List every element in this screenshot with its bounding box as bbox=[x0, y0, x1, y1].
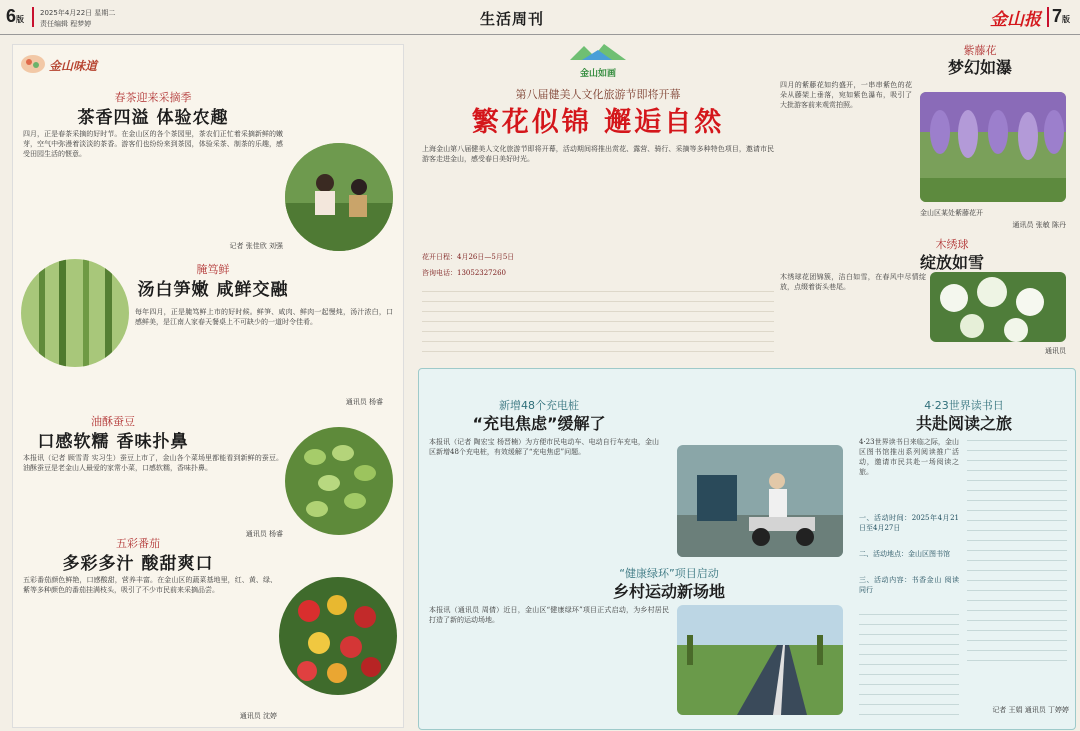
tomatoes-photo bbox=[279, 577, 397, 695]
article1-body: 四月，正是春茶采摘的好时节。在金山区的各个茶园里，茶农们正忙着采摘新鲜的嫩芽，空气中弥漫着淡淡的茶香。游客们也纷纷来到茶园，体验采茶、制茶的乐趣，感受田园生活的惬意。 bbox=[23, 130, 283, 158]
hydrangea-byline: 通讯员 bbox=[1045, 347, 1066, 355]
wisteria-title: 梦幻如瀑 bbox=[947, 58, 1012, 77]
reading-section3: 三、活动内容：书香金山 阅读同行 bbox=[859, 576, 959, 594]
left-page-number: 6版 bbox=[6, 6, 25, 26]
hydrangea-photo bbox=[930, 272, 1066, 342]
feature-phone: 咨询电话：13052327260 bbox=[422, 269, 506, 277]
greenway-photo bbox=[677, 605, 843, 715]
article2-title: 汤白笋嫩 咸鲜交融 bbox=[137, 280, 289, 300]
article4-title: 多彩多汁 酸甜爽口 bbox=[62, 554, 214, 574]
feature-schedule: 花开日程：4月26日—5月5日 bbox=[422, 253, 515, 261]
article3-byline: 通讯员 杨睿 bbox=[245, 530, 283, 538]
reading-continued bbox=[859, 611, 959, 715]
feature-kicker: 第八届健美人文化旅游节即将开幕 bbox=[515, 88, 681, 101]
feature-title: 繁花似锦 邂逅自然 bbox=[471, 107, 725, 138]
paper-logo: 金山报 bbox=[990, 10, 1041, 30]
reading-title: 共赴阅读之旅 bbox=[915, 414, 1012, 433]
reading-section2: 二、活动地点：金山区图书馆 bbox=[859, 550, 950, 558]
left-column bbox=[12, 44, 404, 728]
broad-beans-photo bbox=[285, 427, 393, 535]
article4-kicker: 五彩番茄 bbox=[116, 537, 160, 550]
feature-body-continued bbox=[422, 288, 774, 358]
reading-column2 bbox=[967, 437, 1067, 667]
reading-section1: 一、活动时间：2025年4月21日至4月27日 bbox=[859, 514, 959, 532]
masthead bbox=[0, 0, 1080, 36]
article3-body: 本报讯（记者 顾雪青 实习生）蚕豆上市了，金山各个菜场里都能看到新鲜的蚕豆。油酥蚕豆是老金山人最爱的家常小菜，口感软糯，香味扑鼻。 bbox=[23, 454, 283, 472]
jinshan-logo bbox=[558, 40, 638, 79]
brand-title: 金山味道 bbox=[49, 59, 98, 73]
article2-kicker: 腌笃鲜 bbox=[196, 263, 230, 276]
wisteria-body: 四月的紫藤花如约盛开，一串串紫色的花朵从藤架上垂落，宛如紫色瀑布，吸引了大批游客前来观赏拍照。 bbox=[780, 81, 912, 109]
section-title: 生活周刊 bbox=[480, 10, 545, 28]
top-feature bbox=[418, 40, 778, 365]
article3-kicker: 油酥蚕豆 bbox=[91, 415, 135, 428]
reading-kicker: 4·23世界读书日 bbox=[924, 399, 1004, 412]
mountain-logo-icon bbox=[568, 40, 628, 62]
sports-body: 本报讯（通讯员 周倩）近日，金山区“健康绿环”项目正式启动，为乡村居民打造了新的运动场地。 bbox=[429, 606, 669, 624]
article4-body: 五彩番茄颜色鲜艳，口感酸甜，营养丰富。在金山区的蔬菜基地里，红、黄、绿、紫等多种颜色的番茄挂满枝头，吸引了不少市民前来采摘品尝。 bbox=[23, 576, 277, 594]
wisteria-caption: 金山区某处紫藤花开 bbox=[920, 209, 983, 217]
article1-kicker: 春茶迎来采摘季 bbox=[114, 91, 192, 104]
sports-title: 乡村运动新场地 bbox=[612, 582, 725, 601]
article4-byline: 通讯员 沈婷 bbox=[239, 712, 277, 720]
hydrangea-body: 木绣球花团锦簇，洁白如雪，在春风中尽情绽放，点缀着街头巷尾。 bbox=[780, 273, 926, 291]
flower-logo-icon bbox=[19, 53, 47, 75]
reading-byline: 记者 王娟 通讯员 丁婷婷 bbox=[992, 706, 1069, 714]
article2-byline: 通讯员 杨睿 bbox=[345, 398, 383, 406]
hydrangea-title: 绽放如雪 bbox=[919, 253, 984, 272]
article1-byline: 记者 张佳欣 刘强 bbox=[229, 242, 283, 250]
right-column-top bbox=[780, 40, 1070, 365]
sports-kicker: “健康绿环”项目启动 bbox=[619, 567, 719, 580]
feature-body: 上海金山第八届健美人文化旅游节即将开幕，活动期间将推出赏花、露营、骑行、采摘等多种特色项目，邀请市民游客走进金山，感受春日美好时光。 bbox=[422, 145, 774, 163]
logo-text: 金山如画 bbox=[579, 69, 616, 79]
article1-title: 茶香四溢 体验农趣 bbox=[77, 108, 229, 128]
bamboo-photo bbox=[21, 259, 129, 367]
brand-badge bbox=[19, 53, 109, 75]
editor-credit: 责任编辑 程梦婷 bbox=[40, 20, 92, 28]
issue-date: 2025年4月22日 星期二 bbox=[40, 9, 116, 17]
bottom-section bbox=[418, 368, 1076, 730]
wisteria-photo bbox=[920, 92, 1066, 202]
charging-body: 本报讯（记者 陶宏宝 杨晋楠）为方便市民电动车、电动自行车充电，金山区新增48个充电桩，有效缓解了“充电焦虑”问题。 bbox=[429, 438, 659, 456]
article3-title: 口感软糯 香味扑鼻 bbox=[37, 432, 189, 452]
charging-title: “充电焦虑”缓解了 bbox=[472, 414, 606, 433]
article2-body: 每年四月，正是腌笃鲜上市的好时候。鲜笋、咸肉、鲜肉一起慢炖，汤汁浓白，口感鲜美，是江南人家春天餐桌上不可缺少的一道时令佳肴。 bbox=[135, 308, 393, 326]
charging-photo bbox=[677, 445, 843, 557]
wisteria-byline: 通讯员 张敏 陈丹 bbox=[1012, 221, 1066, 229]
wisteria-kicker: 紫藤花 bbox=[963, 44, 997, 57]
right-page-number: 7版 bbox=[1052, 6, 1071, 26]
tea-picking-photo bbox=[285, 143, 393, 251]
hydrangea-kicker-visible: 木绣球 bbox=[935, 238, 969, 251]
reading-body: 4·23世界读书日来临之际，金山区图书馆推出系列阅读推广活动，邀请市民共赴一场阅读之旅。 bbox=[859, 438, 959, 476]
charging-kicker: 新增48个充电桩 bbox=[499, 399, 579, 412]
